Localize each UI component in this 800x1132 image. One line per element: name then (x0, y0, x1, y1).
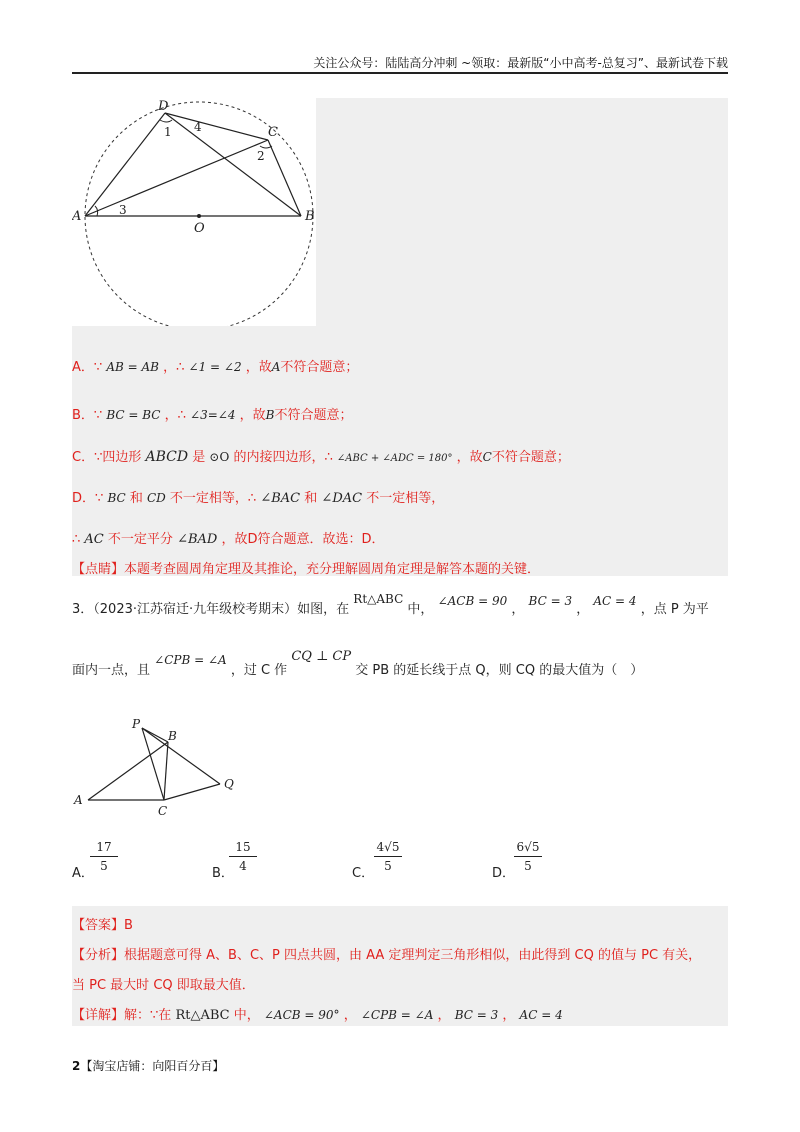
math-arc-ab: AB = AB (106, 360, 159, 374)
circle-diagram-svg (72, 98, 316, 326)
segment-pc (142, 728, 164, 800)
answer-tag: 【答案】 (72, 918, 125, 933)
math-bc-3: BC = 3 (528, 594, 573, 608)
figure-triangle (72, 716, 252, 820)
option-c[interactable]: C． (352, 866, 375, 881)
analysis-text-2: 当 PC 最大时 CQ 即取最大值． (72, 978, 255, 993)
solution-line-d: D．∵ BC 和 CD 不一定相等，∴ ∠BAC 和 ∠DAC 不一定相等， (72, 491, 445, 506)
label-angle-2: 2 (257, 149, 265, 163)
math-cpb-a-2: ∠CPB = ∠A (360, 1008, 434, 1022)
math-angle-dac: ∠DAC (321, 491, 363, 506)
segment-bc (164, 742, 168, 800)
option-a-fraction: 17 5 (84, 840, 124, 873)
solution-line-a: A．∵ AB = AB ，∴ ∠1 = ∠2 ，故A不符合题意； (72, 360, 359, 375)
analysis-text-1: 根据题意可得 A、B、C、P 四点共圆，由 AA 定理判定三角形相似，由此得到 CQ 的值与 PC 有关， (124, 948, 702, 963)
math-arc-cd: CD (146, 491, 166, 505)
math-angle-bad: ∠BAD (177, 532, 218, 547)
center-point-o (197, 214, 201, 218)
triangle-diagram-svg (72, 716, 252, 820)
label-angle-4: 4 (194, 120, 202, 134)
label-d: D (158, 99, 169, 114)
solution-line-b: B．∵ BC = BC ，∴ ∠3=∠4 ，故B不符合题意； (72, 408, 353, 423)
option-c-fraction: 4√5 5 (368, 840, 408, 873)
page-header: 关注公众号：陆陆高分冲刺 ~领取：最新版“小中高考-总复习”、最新试卷下载 (313, 56, 728, 70)
segment-pq (142, 728, 220, 784)
label-p: P (132, 717, 141, 731)
math-bc-3-2: BC = 3 (454, 1008, 499, 1022)
option-b[interactable]: B． (212, 866, 234, 881)
answer-text: B (124, 918, 133, 933)
option-a[interactable]: A． (72, 866, 94, 881)
math-arc-bc-2: BC (107, 491, 126, 505)
segment-ab (88, 742, 168, 800)
solution-line-c: C．∵四边形 ABCD 是 ⊙O 的内接四边形，∴ ∠ABC + ∠ADC = 180° ，故C不符合题意； (72, 449, 570, 465)
math-acb-90: ∠ACB = 90 (437, 594, 508, 608)
label-b2: B (168, 729, 177, 743)
label-q: Q (224, 777, 234, 791)
analysis-tag: 【分析】 (72, 948, 125, 963)
math-ac-4: AC = 4 (593, 594, 637, 608)
answer-line (72, 914, 133, 933)
label-o: O (194, 221, 205, 236)
math-rt-abc-2: Rt△ABC (175, 1008, 230, 1023)
math-angle-bac: ∠BAC (260, 491, 301, 506)
label-c: C (268, 125, 278, 140)
label-a: A (72, 209, 82, 224)
page-number: 2 (72, 1059, 81, 1073)
label-b: B (305, 209, 315, 224)
math-angle-3-4: ∠3=∠4 (190, 408, 236, 422)
header-rule (72, 72, 728, 74)
label-c2: C (158, 804, 168, 818)
math-ac: AC (84, 532, 104, 547)
math-cq-perp-cp: CQ ⊥ CP (291, 649, 352, 664)
math-arc-bc: BC = BC (106, 408, 161, 422)
segment-db (165, 113, 301, 216)
analysis-line-1 (72, 944, 701, 963)
figure-circle (72, 98, 316, 326)
label-angle-3: 3 (119, 203, 127, 217)
option-b-fraction: 15 4 (223, 840, 263, 873)
review-text: 本题考查圆周角定理及其推论，充分理解圆周角定理是解答本题的关键． (124, 562, 541, 577)
angle-mark-1 (160, 120, 172, 122)
page-footer (72, 1057, 224, 1074)
math-angle-1-2: ∠1 = ∠2 (188, 360, 242, 374)
math-sum-180: ∠ABC + ∠ADC = 180° (336, 453, 453, 464)
option-d[interactable]: D． (492, 866, 516, 881)
segment-cq (164, 784, 220, 800)
segment-ad (85, 113, 165, 216)
math-circle-o: ⊙O (209, 450, 230, 464)
segment-dc (165, 113, 268, 140)
option-d-fraction: 6√5 5 (508, 840, 548, 873)
question-3-line-2: 面内一点，且 ∠CPB = ∠A ，过 C 作 CQ ⊥ CP 交 PB 的延长线于点 Q，则 CQ 的最大值为（ ） (72, 649, 644, 678)
analysis-line-2 (72, 974, 255, 993)
detail-tag: 【详解】 (72, 1008, 125, 1023)
math-acb-90-deg: ∠ACB = 90° (263, 1008, 340, 1022)
segment-ac (85, 140, 268, 216)
shop-name: 【淘宝店铺：向阳百分百】 (80, 1059, 225, 1073)
label-angle-1: 1 (164, 125, 172, 139)
label-a2: A (74, 793, 83, 807)
review-tag: 【点睛】 (72, 562, 125, 577)
solution-line-e: ∴ AC 不一定平分 ∠BAD ，故D符合题意．故选：D． (72, 532, 385, 547)
detail-line: 【详解】解：∵在 Rt△ABC 中， ∠ACB = 90° ， ∠CPB = ∠A ， BC = 3 ， AC = 4 (72, 1008, 563, 1023)
math-cpb-a: ∠CPB = ∠A (154, 653, 227, 667)
question-3-line-1: 3．（2023·江苏宿迁·九年级校考期末）如图，在 Rt△ABC 中， ∠ACB = 90 ， BC = 3 ， AC = 4 ，点 P 为平 (72, 592, 709, 617)
math-ac-4-2: AC = 4 (519, 1008, 563, 1022)
segment-cb (268, 140, 301, 216)
math-abcd: ABCD (145, 449, 189, 465)
math-rt-abc: Rt△ABC (353, 592, 404, 606)
review-line (72, 558, 540, 577)
